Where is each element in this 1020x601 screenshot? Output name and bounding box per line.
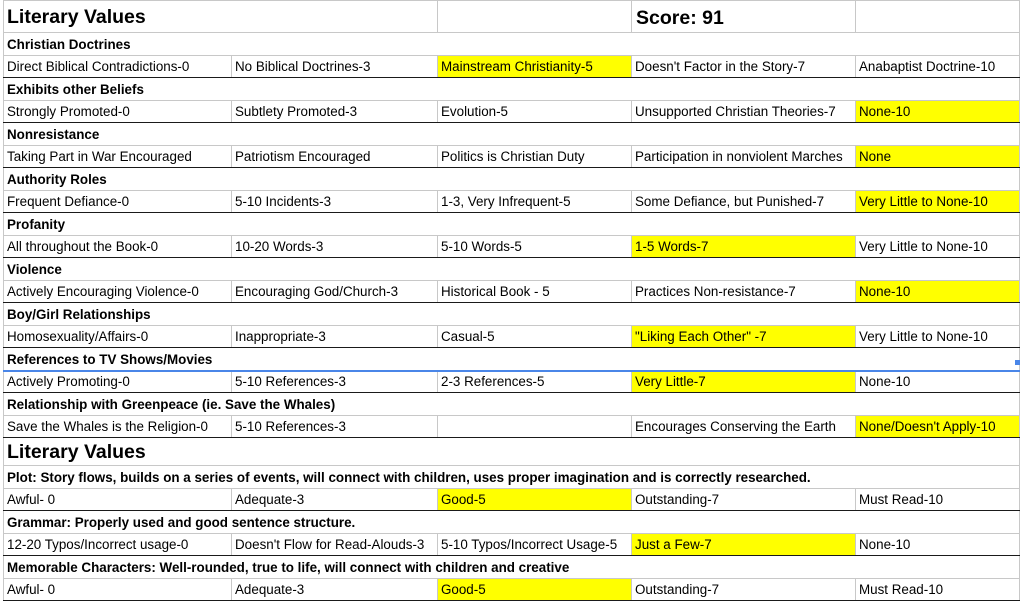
- options-row: [4, 101, 1020, 123]
- section-heading[interactable]: References to TV Shows/Movies: [4, 348, 1020, 371]
- option-cell[interactable]: Frequent Defiance-0: [4, 191, 232, 213]
- option-cell[interactable]: Casual-5: [438, 326, 632, 348]
- option-cell[interactable]: Participation in nonviolent Marches: [632, 146, 856, 168]
- option-cell[interactable]: Awful- 0: [4, 579, 232, 601]
- option-cell[interactable]: Unsupported Christian Theories-7: [632, 101, 856, 123]
- spreadsheet-grid: [3, 0, 1020, 601]
- section-heading[interactable]: Plot: Story flows, builds on a series of events, will connect with children, uses proper imagination and is correctly researched.: [4, 466, 1020, 489]
- option-cell[interactable]: 10-20 Words-3: [232, 236, 438, 258]
- option-cell[interactable]: Taking Part in War Encouraged: [4, 146, 232, 168]
- section-heading[interactable]: Exhibits other Beliefs: [4, 78, 1020, 101]
- option-cell[interactable]: Subtlety Promoted-3: [232, 101, 438, 123]
- option-cell[interactable]: 5-10 References-3: [232, 416, 438, 438]
- option-cell[interactable]: 1-5 Words-7: [632, 236, 856, 258]
- option-cell[interactable]: 5-10 Typos/Incorrect Usage-5: [438, 534, 632, 556]
- section-heading[interactable]: Christian Doctrines: [4, 33, 1020, 56]
- options-row: [4, 534, 1020, 556]
- option-cell[interactable]: Historical Book - 5: [438, 281, 632, 303]
- options-row: [4, 146, 1020, 168]
- option-cell[interactable]: Mainstream Christianity-5: [438, 56, 632, 78]
- section-heading-row: [4, 258, 1020, 281]
- section-heading[interactable]: Grammar: Properly used and good sentence structure.: [4, 511, 1020, 534]
- section-heading-row: [4, 78, 1020, 101]
- section-heading[interactable]: Profanity: [4, 213, 1020, 236]
- options-row: [4, 56, 1020, 78]
- option-cell[interactable]: Awful- 0: [4, 489, 232, 511]
- section-heading-row: [4, 168, 1020, 191]
- option-cell[interactable]: Good-5: [438, 579, 632, 601]
- option-cell[interactable]: 2-3 References-5: [438, 371, 632, 393]
- option-cell[interactable]: Doesn't Flow for Read-Alouds-3: [232, 534, 438, 556]
- option-cell[interactable]: Strongly Promoted-0: [4, 101, 232, 123]
- option-cell[interactable]: Encouraging God/Church-3: [232, 281, 438, 303]
- option-cell[interactable]: Very Little-7: [632, 371, 856, 393]
- section-heading[interactable]: Violence: [4, 258, 1020, 281]
- option-cell[interactable]: "Liking Each Other" -7: [632, 326, 856, 348]
- option-cell[interactable]: Must Read-10: [856, 489, 1020, 511]
- option-cell[interactable]: Inappropriate-3: [232, 326, 438, 348]
- options-row: [4, 416, 1020, 438]
- section-heading[interactable]: Nonresistance: [4, 123, 1020, 146]
- option-cell[interactable]: [438, 416, 632, 438]
- option-cell[interactable]: Evolution-5: [438, 101, 632, 123]
- option-cell[interactable]: None-10: [856, 371, 1020, 393]
- option-cell[interactable]: 5-10 References-3: [232, 371, 438, 393]
- option-cell[interactable]: 5-10 Words-5: [438, 236, 632, 258]
- option-cell[interactable]: Adequate-3: [232, 579, 438, 601]
- option-cell[interactable]: Homosexuality/Affairs-0: [4, 326, 232, 348]
- option-cell[interactable]: Patriotism Encouraged: [232, 146, 438, 168]
- selection-fill-handle[interactable]: [1015, 360, 1020, 365]
- option-cell[interactable]: Actively Promoting-0: [4, 371, 232, 393]
- score-label: Score: 91: [636, 7, 724, 29]
- option-cell[interactable]: 5-10 Incidents-3: [232, 191, 438, 213]
- section-heading-row: [4, 466, 1020, 489]
- option-cell[interactable]: Very Little to None-10: [856, 191, 1020, 213]
- option-cell[interactable]: None-10: [856, 534, 1020, 556]
- option-cell[interactable]: Good-5: [438, 489, 632, 511]
- option-cell[interactable]: Some Defiance, but Punished-7: [632, 191, 856, 213]
- option-cell[interactable]: No Biblical Doctrines-3: [232, 56, 438, 78]
- section-heading-row: [4, 511, 1020, 534]
- section-heading-row: [4, 33, 1020, 56]
- section-heading-row: [4, 393, 1020, 416]
- section-heading-row: [4, 213, 1020, 236]
- options-row: [4, 371, 1020, 393]
- section-heading[interactable]: Authority Roles: [4, 168, 1020, 191]
- option-cell[interactable]: Politics is Christian Duty: [438, 146, 632, 168]
- option-cell[interactable]: Encourages Conserving the Earth: [632, 416, 856, 438]
- option-cell[interactable]: Outstanding-7: [632, 579, 856, 601]
- option-cell[interactable]: None: [856, 146, 1020, 168]
- option-cell[interactable]: All throughout the Book-0: [4, 236, 232, 258]
- empty-cell[interactable]: [856, 1, 1020, 33]
- option-cell[interactable]: 1-3, Very Infrequent-5: [438, 191, 632, 213]
- option-cell[interactable]: Anabaptist Doctrine-10: [856, 56, 1020, 78]
- section-heading[interactable]: Boy/Girl Relationships: [4, 303, 1020, 326]
- section-heading[interactable]: Memorable Characters: Well-rounded, true to life, will connect with children and creative: [4, 556, 1020, 579]
- section-heading-row: [4, 303, 1020, 326]
- option-cell[interactable]: Save the Whales is the Religion-0: [4, 416, 232, 438]
- section-heading-row: [4, 123, 1020, 146]
- option-cell[interactable]: Outstanding-7: [632, 489, 856, 511]
- option-cell[interactable]: 12-20 Typos/Incorrect usage-0: [4, 534, 232, 556]
- option-cell[interactable]: Adequate-3: [232, 489, 438, 511]
- title-cell[interactable]: Literary Values: [4, 1, 438, 33]
- option-cell[interactable]: Actively Encouraging Violence-0: [4, 281, 232, 303]
- section-heading-row: [4, 556, 1020, 579]
- section-heading-row: [4, 348, 1020, 371]
- option-cell[interactable]: None-10: [856, 281, 1020, 303]
- literary-title-cell[interactable]: Literary Values: [4, 438, 1020, 466]
- option-cell[interactable]: None-10: [856, 101, 1020, 123]
- option-cell[interactable]: Practices Non-resistance-7: [632, 281, 856, 303]
- options-row: [4, 326, 1020, 348]
- option-cell[interactable]: Just a Few-7: [632, 534, 856, 556]
- options-row: [4, 191, 1020, 213]
- options-row: [4, 281, 1020, 303]
- option-cell[interactable]: Direct Biblical Contradictions-0: [4, 56, 232, 78]
- option-cell[interactable]: Doesn't Factor in the Story-7: [632, 56, 856, 78]
- title-row: [4, 1, 1020, 33]
- literary-title-row: [4, 438, 1020, 466]
- section-heading[interactable]: Relationship with Greenpeace (ie. Save the Whales): [4, 393, 1020, 416]
- options-row: [4, 236, 1020, 258]
- options-row: [4, 489, 1020, 511]
- options-row: [4, 579, 1020, 601]
- empty-cell[interactable]: [438, 1, 632, 33]
- option-cell[interactable]: Very Little to None-10: [856, 236, 1020, 258]
- option-cell[interactable]: Must Read-10: [856, 579, 1020, 601]
- option-cell[interactable]: Very Little to None-10: [856, 326, 1020, 348]
- option-cell[interactable]: None/Doesn't Apply-10: [856, 416, 1020, 438]
